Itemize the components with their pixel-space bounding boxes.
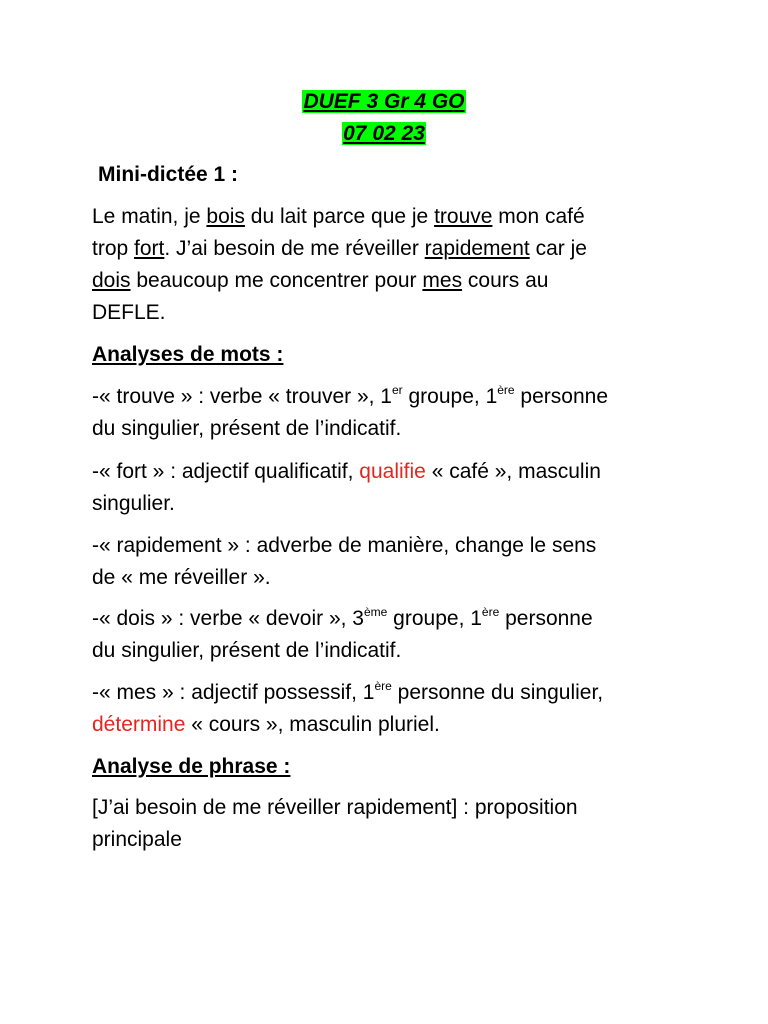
analysis-fort: -« fort » : adjectif qualificatif, qualifie « café », masculin singulier.: [92, 460, 601, 515]
analysis-mes: -« mes » : adjectif possessif, 1ère personne du singulier, détermine « cours », masculin pluriel.: [92, 679, 604, 736]
analysis-dois: -« dois » : verbe « devoir », 3ème groupe, 1ère personne du singulier, présent de l’indicatif.: [92, 605, 593, 662]
analyses-mots-title: Analyses de mots :: [92, 343, 284, 366]
dictee-text: Le matin, je bois du lait parce que je trouve mon café trop fort. J’ai besoin de me réveiller rapidement car je dois beaucoup me concentrer pour mes cours au DEFLE.: [92, 205, 587, 324]
course-code-header: DUEF 3 Gr 4 GO: [303, 90, 465, 113]
date-header: 07 02 23: [343, 122, 425, 145]
analyse-phrase-title: Analyse de phrase :: [92, 755, 291, 778]
analysis-trouve: -« trouve » : verbe « trouver », 1er groupe, 1ère personne du singulier, présent de l’indicatif.: [92, 383, 608, 440]
dictee-title: Mini-dictée 1 :: [98, 163, 239, 186]
analyse-phrase-text: [J’ai besoin de me réveiller rapidement] : proposition principale: [92, 796, 578, 851]
analysis-rapidement: -« rapidement » : adverbe de manière, change le sens de « me réveiller ».: [92, 534, 597, 589]
